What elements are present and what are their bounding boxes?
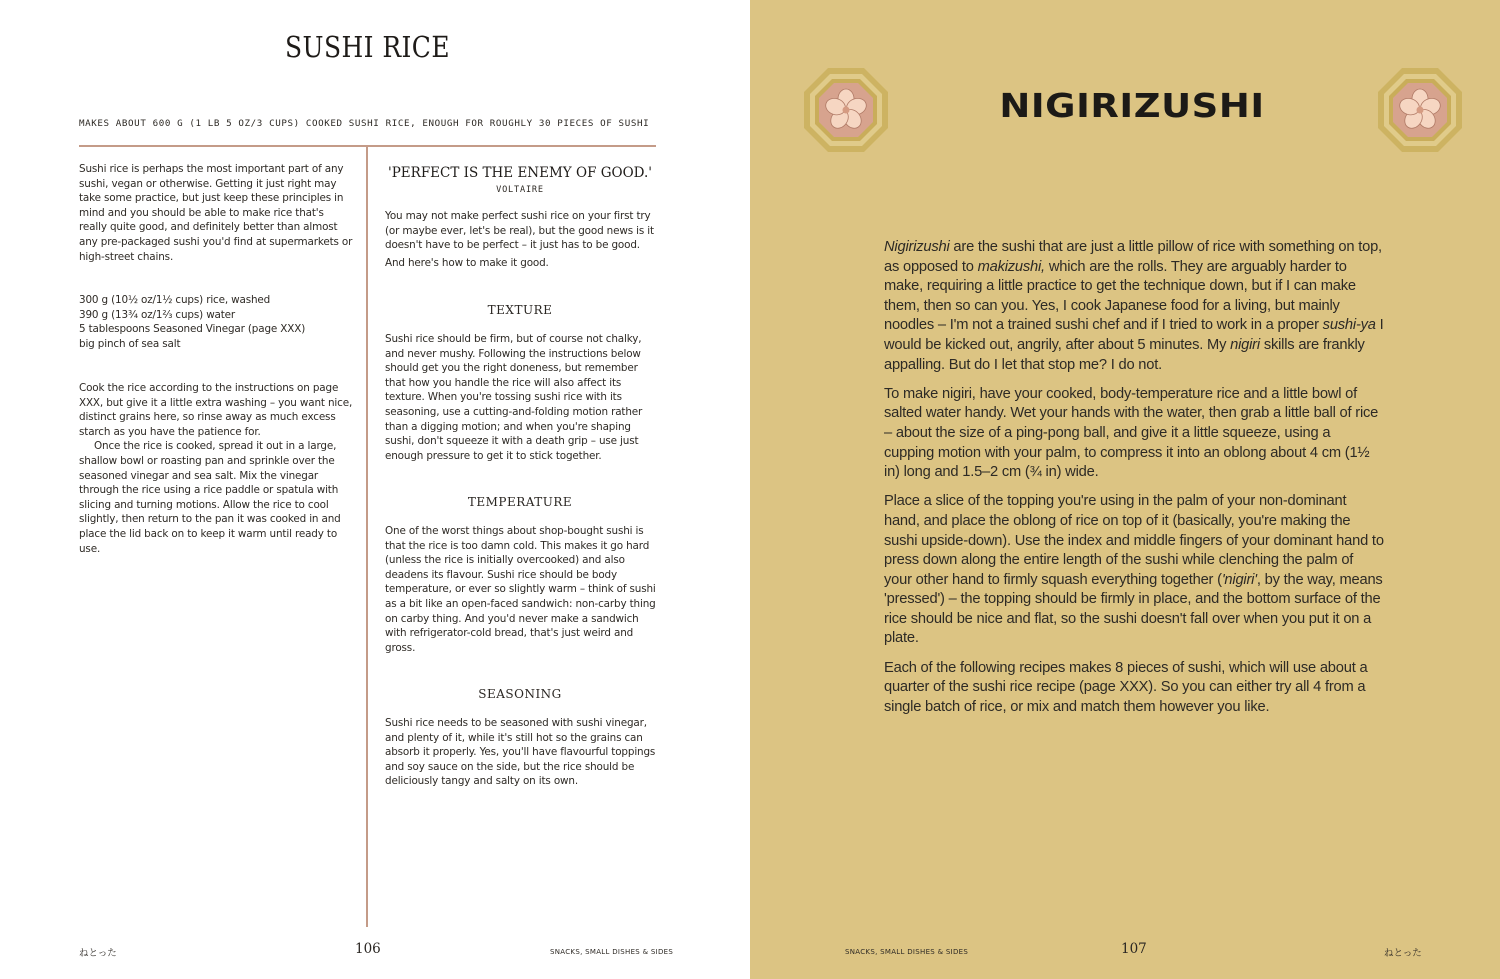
column-divider [366,147,368,927]
body-paragraph [884,238,1384,375]
temperature-text: One of the worst things about shop-bought sushi is that the rice is too damn cold. This makes it go hard (unless the rice is initially overcooked) and also deadens its flavour. Sushi rice should be body temperature, or ever so slightly warm – think of sushi as a bit like an open-faced sandwich: non-carby thing on carby thing. And you'd never make a sandwich with refrigerator-cold bread, that's just weird and gross. [385,525,656,654]
footer-japanese: ねとった [1384,948,1422,959]
quote-paragraph [385,209,660,270]
yield-line: MAKES ABOUT 600 G (1 LB 5 OZ/3 CUPS) COOKED SUSHI RICE, ENOUGH FOR ROUGHLY 30 PIECES OF SUSHI [79,118,650,129]
body-paragraph: Each of the following recipes makes 8 pieces of sushi, which will use about a quarter of the sushi rice recipe (page XXX). So you can either try all 4 from a single batch of rice, or mix and match them however you like. [884,659,1368,715]
ingredient-item: big pinch of sea salt [79,337,181,350]
quote-attribution: VOLTAIRE [496,185,544,195]
term: makizushi, [977,258,1045,275]
method-step: Cook the rice according to the instructions on page XXX, but give it a little extra washing – you want nice, distinct grains here, so rinse away as much excess starch as you have the patience for. [79,382,353,438]
method [79,381,354,556]
footer-section: SNACKS, SMALL DISHES & SIDES [550,948,674,956]
section-title: NIGIRIZUSHI [999,86,1265,125]
method-step: Once the rice is cooked, spread it out in a large, shallow bowl or roasting pan and sprinkle over the seasoned vinegar and sea salt. Mix the vinegar through the rice using a rice paddle or spatula with slicing and turning motions. Allow the rice to cool slightly, then return to the pan it was cooked in and place the lid back on to keep it warm until ready to use. [79,440,341,555]
term: 'nigiri' [1221,571,1257,588]
body-text: are the sushi that are just a little pillow of rice with something on top, as opposed to [884,239,1382,275]
intro-text: Sushi rice is perhaps the most important part of any sushi, vegan or otherwise. Getting it just right may take some practice, but just keep these principles in mind and you should be able to make rice that's really quite good, and definitely better than almost any pre-packaged sushi you'd find at supermarkets or high-street chains. [79,163,353,263]
texture-heading: TEXTURE [487,303,553,317]
texture-text: Sushi rice should be firm, but of course not chalky, and never mushy. Following the instructions below should get you the right doneness, but remember that how you handle the rice will also affect its texture. When you're tossing sushi rice with its seasoning, use a cutting-and-folding motion rather than a digging motion; and when you're shaping sushi, don't squeeze it with a death grip – use just enough pressure to get it to stick together. [385,333,643,462]
intro-paragraph [79,162,354,264]
divider-rule [79,145,656,147]
quote-heading: 'PERFECT IS THE ENEMY OF GOOD.' [388,165,652,181]
quote-text: And here's how to make it good. [385,256,549,269]
ingredient-item: 390 g (13¾ oz/1⅔ cups) water [79,308,236,321]
term: Nigirizushi [884,239,950,255]
footer-section: SNACKS, SMALL DISHES & SIDES [845,948,969,956]
term: nigiri [1230,336,1260,353]
page-title: SUSHI RICE [285,30,450,64]
body-paragraph [884,492,1384,649]
body-paragraph: To make nigiri, have your cooked, body-temperature rice and a little bowl of salted water handy. Wet your hands with the water, then grab a little ball of rice – about the size of a ping-pong ball, and give it a little squeeze, using a cupping motion with your palm, to compress it into an oblong about 4 cm (1½ in) long and 1.5–2 cm (¾ in) wide. [884,385,1379,481]
seasoning-text: Sushi rice needs to be seasoned with sushi vinegar, and plenty of it, while it's still hot so the grains can absorb it properly. Yes, you'll have flavourful toppings and soy sauce on the side, but the rice should be deliciously tangy and salty on its own. [385,717,656,788]
ingredient-item: 5 tablespoons Seasoned Vinegar (page XXX) [79,323,306,336]
nigiri-body [884,238,1384,727]
temperature-paragraph [385,524,660,655]
seasoning-heading: SEASONING [478,687,562,701]
quote-text: You may not make perfect sushi rice on your first try (or maybe ever, let's be real), but the good news is it doesn't have to be perfect – it just has to be good. [385,210,654,252]
body-text: , by the way, means 'pressed') – the topping should be firmly in place, and the bottom surface of the rice should be nice and flat, so the sushi doesn't fall over when you put it on a plate. [884,571,1383,647]
body-text: skills are frankly appalling. But do I let that stop me? I do not. [884,336,1365,373]
cherry-blossom-badge-icon [803,67,889,153]
term: sushi-ya [1322,317,1376,334]
body-text: I would be kicked out, angrily, after about 5 minutes. My [884,317,1384,353]
seasoning-paragraph [385,716,660,789]
footer-japanese: ねとった [79,948,117,959]
ingredient-item: 300 g (10½ oz/1½ cups) rice, washed [79,294,271,306]
page-number: 107 [1121,941,1147,957]
ingredient-list [79,293,354,351]
body-text: which are the rolls. They are arguably harder to make, requiring a little practice to get the technique down, but if I can make them, then so can you. Yes, I cook Japanese food for a living, but mainly noodles – I'm not a trained sushi chef and if I tried to work in a proper [884,258,1356,334]
cherry-blossom-badge-icon [1377,67,1463,153]
page-number: 106 [355,941,381,957]
texture-paragraph [385,332,660,463]
temperature-heading: TEMPERATURE [467,495,573,509]
body-text: Place a slice of the topping you're using in the palm of your non-dominant hand, and place the oblong of rice on top of it (basically, you're making the sushi upside-down). Use the index and middle fingers of your dominant hand to press down along the entire length of the sushi while clenching the palm of your other hand to firmly squash everything together ( [884,493,1384,588]
